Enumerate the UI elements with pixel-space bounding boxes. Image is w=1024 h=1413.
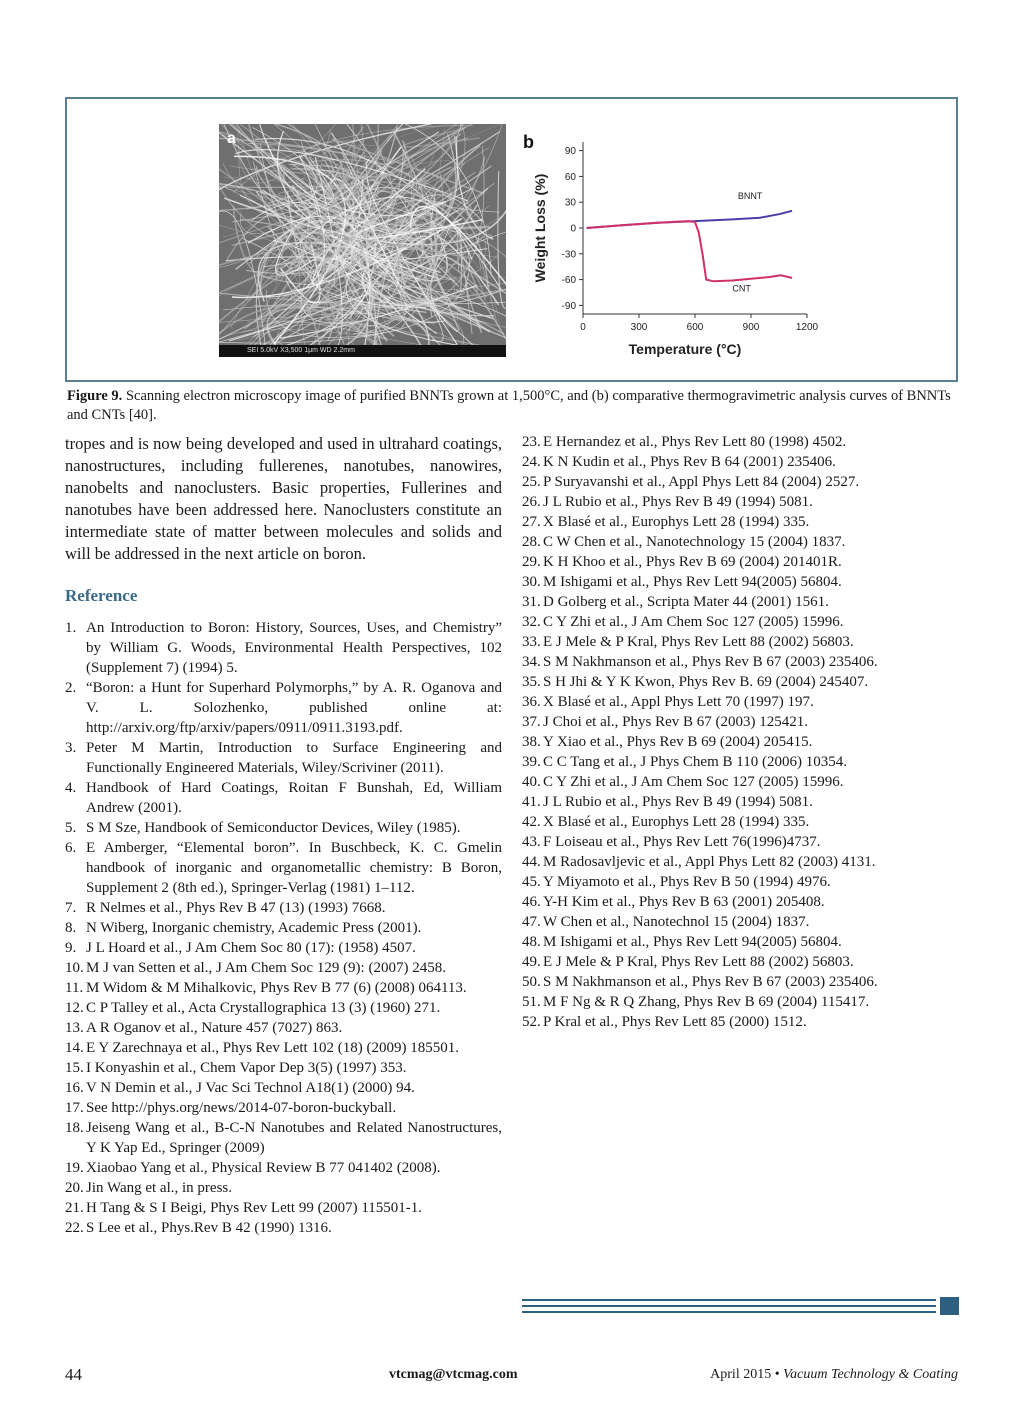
reference-item — [65, 1198, 502, 1218]
reference-item — [522, 512, 952, 532]
y-tick-label: 0 — [570, 223, 576, 235]
reference-number: 50. — [522, 974, 541, 990]
caption-text: Scanning electron microscopy image of purified BNNTs grown at 1,500°C, and (b) comparative thermogravimetric analysis curves of BNNTs and CNTs [40]. — [67, 388, 951, 423]
x-tick-label: 0 — [580, 322, 586, 333]
reference-number: 40. — [522, 774, 541, 790]
series-label-cnt: CNT — [732, 283, 751, 294]
reference-number: 45. — [522, 874, 541, 890]
y-tick-label: -90 — [561, 300, 576, 312]
reference-item — [522, 692, 952, 712]
reference-text: J L Rubio et al., Phys Rev B 49 (1994) 5081. — [543, 494, 813, 510]
reference-text: M F Ng & R Q Zhang, Phys Rev B 69 (2004) 115417. — [543, 994, 870, 1010]
y-axis-label: Weight Loss (%) — [532, 173, 548, 283]
reference-text: M Radosavljevic et al., Appl Phys Lett 82 (2003) 4131. — [543, 854, 876, 870]
reference-number: 16. — [65, 1080, 84, 1096]
reference-item — [65, 1178, 502, 1198]
reference-number: 11. — [65, 980, 84, 996]
decorative-rule — [522, 1296, 960, 1316]
reference-number: 36. — [522, 694, 541, 710]
reference-text: P Suryavanshi et al., Appl Phys Lett 84 (2004) 2527. — [543, 474, 860, 490]
reference-number: 51. — [522, 994, 541, 1010]
reference-item — [65, 778, 502, 818]
reference-item — [522, 532, 952, 552]
reference-text: Y Miyamoto et al., Phys Rev B 50 (1994) 4976. — [543, 874, 831, 890]
sem-nanotube-texture — [219, 124, 506, 357]
reference-item — [522, 672, 952, 692]
reference-number: 15. — [65, 1060, 84, 1076]
reference-text: E Amberger, “Elemental boron”. In Buschbeck, K. C. Gmelin handbook of inorganic and organometallic chemistry: B Boron, Supplement 2 (8th ed.), Springer-Verlag (1981) 1–112. — [86, 840, 502, 896]
reference-item — [522, 1012, 952, 1032]
reference-text: E J Mele & P Kral, Phys Rev Lett 88 (2002) 56803. — [543, 954, 854, 970]
reference-text: J L Rubio et al., Phys Rev B 49 (1994) 5081. — [543, 794, 813, 810]
reference-number: 39. — [522, 754, 541, 770]
reference-text: H Tang & S I Beigi, Phys Rev Lett 99 (2007) 115501-1. — [86, 1200, 423, 1216]
reference-number: 47. — [522, 914, 541, 930]
reference-number: 4. — [65, 780, 77, 796]
reference-item — [65, 738, 502, 778]
reference-text: E J Mele & P Kral, Phys Rev Lett 88 (2002) 56803. — [543, 634, 854, 650]
reference-text: “Boron: a Hunt for Superhard Polymorphs,” by A. R. Oganova and V. L. Solozhenko, published online at: http://arxiv.org/ftp/arxiv/papers/0911/0911.3193.pdf. — [86, 680, 502, 736]
reference-text: C Y Zhi et al., J Am Chem Soc 127 (2005) 15996. — [543, 774, 844, 790]
reference-number: 32. — [522, 614, 541, 630]
reference-item — [522, 812, 952, 832]
reference-item — [522, 732, 952, 752]
reference-text: Jin Wang et al., in press. — [86, 1180, 232, 1196]
reference-item — [65, 1018, 502, 1038]
reference-item — [522, 612, 952, 632]
reference-text: X Blasé et al., Europhys Lett 28 (1994) 335. — [543, 514, 810, 530]
reference-text: E Hernandez et al., Phys Rev Lett 80 (1998) 4502. — [543, 434, 847, 450]
reference-number: 25. — [522, 474, 541, 490]
reference-text: N Wiberg, Inorganic chemistry, Academic Press (2001). — [86, 920, 422, 936]
reference-item — [65, 818, 502, 838]
x-tick-label: 900 — [742, 322, 760, 333]
footer-publication: Vacuum Technology & Coating — [783, 1367, 958, 1382]
reference-text: V N Demin et al., J Vac Sci Technol A18(1) (2000) 94. — [86, 1080, 415, 1096]
reference-text: M Ishigami et al., Phys Rev Lett 94(2005) 56804. — [543, 574, 842, 590]
reference-item — [522, 432, 952, 452]
reference-text: P Kral et al., Phys Rev Lett 85 (2000) 1512. — [543, 1014, 807, 1030]
reference-text: K N Kudin et al., Phys Rev B 64 (2001) 235406. — [543, 454, 836, 470]
reference-item — [522, 912, 952, 932]
x-tick-label: 600 — [686, 322, 704, 333]
reference-number: 38. — [522, 734, 541, 750]
y-tick-label: -30 — [561, 249, 576, 261]
reference-item — [65, 978, 502, 998]
reference-text: J Choi et al., Phys Rev B 67 (2003) 125421. — [543, 714, 808, 730]
reference-item — [65, 918, 502, 938]
y-tick-label: 60 — [564, 171, 576, 183]
tga-chart — [515, 124, 825, 364]
footer-date: April 2015 — [710, 1367, 772, 1382]
reference-item — [522, 852, 952, 872]
reference-number: 44. — [522, 854, 541, 870]
reference-item — [522, 892, 952, 912]
reference-number: 23. — [522, 434, 541, 450]
reference-number: 37. — [522, 714, 541, 730]
reference-item — [65, 838, 502, 898]
reference-item — [522, 972, 952, 992]
reference-item — [65, 1058, 502, 1078]
reference-item — [522, 712, 952, 732]
reference-number: 30. — [522, 574, 541, 590]
reference-number: 49. — [522, 954, 541, 970]
reference-number: 6. — [65, 840, 77, 856]
reference-number: 18. — [65, 1120, 84, 1136]
reference-number: 20. — [65, 1180, 84, 1196]
reference-text: See http://phys.org/news/2014-07-boron-buckyball. — [86, 1100, 397, 1116]
series-label-bnnt: BNNT — [737, 190, 763, 201]
reference-number: 26. — [522, 494, 541, 510]
reference-text: Jeiseng Wang et al., B-C-N Nanotubes and Related Nanostructures, Y K Yap Ed., Springer (2009) — [86, 1120, 502, 1156]
footer-email: vtcmag@vtcmag.com — [389, 1367, 518, 1382]
reference-text: C C Tang et al., J Phys Chem B 110 (2006) 10354. — [543, 754, 847, 770]
reference-text: X Blasé et al., Appl Phys Lett 70 (1997) 197. — [543, 694, 814, 710]
reference-number: 35. — [522, 674, 541, 690]
reference-item — [522, 632, 952, 652]
reference-item — [522, 772, 952, 792]
reference-number: 27. — [522, 514, 541, 530]
page-number: 44 — [65, 1365, 82, 1384]
reference-number: 5. — [65, 820, 77, 836]
reference-text: M Widom & M Mihalkovic, Phys Rev B 77 (6) (2008) 064113. — [86, 980, 467, 996]
reference-item — [522, 872, 952, 892]
reference-number: 48. — [522, 934, 541, 950]
reference-number: 52. — [522, 1014, 541, 1030]
reference-number: 17. — [65, 1100, 84, 1116]
x-tick-label: 1200 — [795, 322, 819, 333]
series-line-cnt — [587, 221, 792, 281]
reference-list-left — [65, 618, 502, 1238]
reference-item — [522, 952, 952, 972]
reference-text: K H Khoo et al., Phys Rev B 69 (2004) 201401R. — [543, 554, 842, 570]
reference-text: W Chen et al., Nanotechnol 15 (2004) 1837. — [543, 914, 810, 930]
reference-item — [65, 1098, 502, 1118]
reference-number: 31. — [522, 594, 541, 610]
reference-item — [65, 1038, 502, 1058]
reference-number: 10. — [65, 960, 84, 976]
reference-text: J L Hoard et al., J Am Chem Soc 80 (17): (1958) 4507. — [86, 940, 416, 956]
figure-caption — [67, 387, 962, 425]
reference-number: 12. — [65, 1000, 84, 1016]
footer-issue — [710, 1367, 958, 1383]
reference-item — [522, 472, 952, 492]
reference-list-right — [522, 432, 952, 1032]
reference-number: 28. — [522, 534, 541, 550]
footer-separator: • — [771, 1367, 784, 1382]
reference-number: 34. — [522, 654, 541, 670]
reference-text: M J van Setten et al., J Am Chem Soc 129 (9): (2007) 2458. — [86, 960, 446, 976]
reference-text: R Nelmes et al., Phys Rev B 47 (13) (1993) 7668. — [86, 900, 386, 916]
reference-text: E Y Zarechnaya et al., Phys Rev Lett 102 (18) (2009) 185501. — [86, 1040, 459, 1056]
caption-label: Figure 9. — [67, 388, 123, 404]
reference-item — [65, 618, 502, 678]
reference-number: 21. — [65, 1200, 84, 1216]
reference-number: 24. — [522, 454, 541, 470]
reference-item — [65, 898, 502, 918]
reference-item — [522, 572, 952, 592]
reference-item — [522, 832, 952, 852]
sem-info-text: SEI 5.0kV X3,500 1μm WD 2.2mm — [247, 347, 355, 354]
panel-a-label: a — [227, 130, 236, 147]
reference-item — [522, 452, 952, 472]
reference-text: S M Nakhmanson et al., Phys Rev B 67 (2003) 235406. — [543, 974, 878, 990]
reference-text: C Y Zhi et al., J Am Chem Soc 127 (2005) 15996. — [543, 614, 844, 630]
y-tick-label: 30 — [564, 197, 576, 209]
reference-item — [522, 492, 952, 512]
reference-item — [65, 1078, 502, 1098]
reference-item — [522, 592, 952, 612]
reference-number: 22. — [65, 1220, 84, 1236]
reference-number: 7. — [65, 900, 77, 916]
reference-text: S M Sze, Handbook of Semiconductor Devices, Wiley (1985). — [86, 820, 461, 836]
y-tick-label: -60 — [561, 275, 576, 287]
reference-text: Xiaobao Yang et al., Physical Review B 77 041402 (2008). — [86, 1160, 441, 1176]
reference-text: F Loiseau et al., Phys Rev Lett 76(1996)4737. — [543, 834, 821, 850]
reference-number: 3. — [65, 740, 77, 756]
reference-item — [65, 1158, 502, 1178]
reference-text: S Lee et al., Phys.Rev B 42 (1990) 1316. — [86, 1220, 332, 1236]
reference-number: 19. — [65, 1160, 84, 1176]
reference-text: Handbook of Hard Coatings, Roitan F Bunshah, Ed, William Andrew (2001). — [86, 780, 502, 816]
reference-item — [522, 552, 952, 572]
reference-text: S H Jhi & Y K Kwon, Phys Rev B. 69 (2004) 245407. — [543, 674, 869, 690]
reference-number: 29. — [522, 554, 541, 570]
reference-item — [65, 1218, 502, 1238]
reference-heading: Reference — [65, 586, 138, 605]
reference-number: 46. — [522, 894, 541, 910]
reference-number: 9. — [65, 940, 77, 956]
reference-item — [522, 752, 952, 772]
reference-text: S M Nakhmanson et al., Phys Rev B 67 (2003) 235406. — [543, 654, 878, 670]
reference-number: 2. — [65, 680, 77, 696]
reference-text: C W Chen et al., Nanotechnology 15 (2004) 1837. — [543, 534, 846, 550]
reference-number: 14. — [65, 1040, 84, 1056]
sem-image — [219, 124, 506, 357]
reference-number: 41. — [522, 794, 541, 810]
y-tick-label: 90 — [564, 146, 576, 158]
reference-item — [65, 958, 502, 978]
x-tick-label: 300 — [630, 322, 648, 333]
reference-item — [522, 932, 952, 952]
reference-text: An Introduction to Boron: History, Sources, Uses, and Chemistry” by William G. Woods, Environmental Health Perspectives, 102 (Supplement 7) (1994) 5. — [86, 620, 502, 676]
reference-text: C P Talley et al., Acta Crystallographica 13 (3) (1960) 271. — [86, 1000, 441, 1016]
reference-number: 42. — [522, 814, 541, 830]
reference-number: 33. — [522, 634, 541, 650]
reference-number: 8. — [65, 920, 77, 936]
reference-text: D Golberg et al., Scripta Mater 44 (2001) 1561. — [543, 594, 829, 610]
body-paragraph: tropes and is now being developed and used in ultrahard coatings, nanostructures, including fullerenes, nanotubes, nanowires, nanobelts and nanoclusters. Basic properties, Fullerines and nanotubes have been addressed here. Nanoclusters constitute an intermediate state of matter between molecules and solids and will be addressed in the next article on boron. — [65, 434, 502, 563]
reference-text: A R Oganov et al., Nature 457 (7027) 863. — [86, 1020, 343, 1036]
reference-item — [65, 998, 502, 1018]
reference-item — [65, 1118, 502, 1158]
reference-number: 43. — [522, 834, 541, 850]
reference-item — [65, 938, 502, 958]
reference-text: Y Xiao et al., Phys Rev B 69 (2004) 205415. — [543, 734, 813, 750]
reference-item — [522, 792, 952, 812]
reference-item — [65, 678, 502, 738]
reference-text: M Ishigami et al., Phys Rev Lett 94(2005) 56804. — [543, 934, 842, 950]
reference-text: I Konyashin et al., Chem Vapor Dep 3(5) (1997) 353. — [86, 1060, 407, 1076]
reference-number: 1. — [65, 620, 77, 636]
reference-number: 13. — [65, 1020, 84, 1036]
x-axis-label: Temperature (°C) — [628, 341, 742, 357]
reference-text: Y-H Kim et al., Phys Rev B 63 (2001) 205408. — [543, 894, 825, 910]
sem-info-bar — [219, 345, 506, 357]
reference-text: Peter M Martin, Introduction to Surface Engineering and Functionally Engineered Materials, Wiley/Scriviner (2011). — [86, 740, 502, 776]
reference-text: X Blasé et al., Europhys Lett 28 (1994) 335. — [543, 814, 810, 830]
reference-item — [522, 992, 952, 1012]
reference-item — [522, 652, 952, 672]
panel-b-label: b — [523, 132, 534, 152]
